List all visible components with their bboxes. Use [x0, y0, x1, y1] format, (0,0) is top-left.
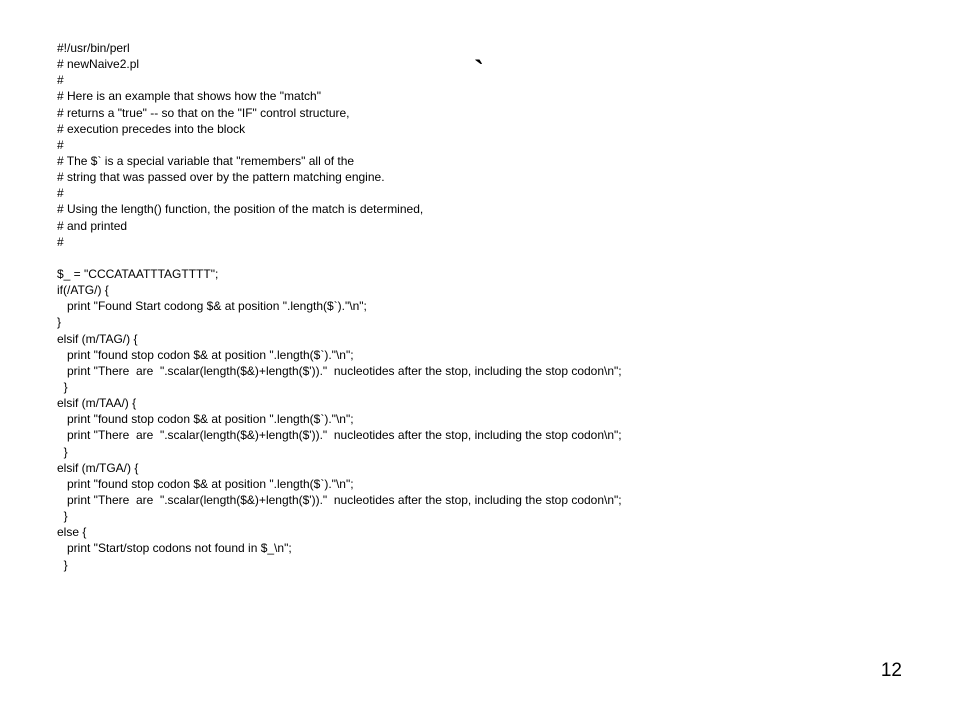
page-number: 12 — [880, 660, 902, 681]
code-line: # execution precedes into the block — [57, 121, 246, 136]
perl-code-block — [57, 40, 897, 573]
code-line: # and printed — [57, 218, 128, 233]
code-line: } — [57, 379, 68, 394]
code-line: elsif (m/TAA/) { — [57, 396, 137, 411]
code-line — [57, 250, 897, 266]
code-line: print "There are ".scalar(length($&)+length($'))." nucleotides after the stop, including the stop codon\n"; — [57, 492, 622, 507]
code-line: # The $` is a special variable that "remembers" all of the — [57, 153, 355, 168]
code-line: print "found stop codon $& at position ".length($`)."\n"; — [57, 476, 354, 491]
code-line: # — [57, 137, 64, 152]
code-line: # — [57, 234, 64, 249]
slide-title-mark: ` — [474, 54, 484, 87]
code-line: # — [57, 186, 64, 201]
code-line: print "found stop codon $& at position ".length($`)."\n"; — [57, 412, 354, 427]
code-line: # — [57, 73, 64, 88]
code-line: elsif (m/TAG/) { — [57, 331, 138, 346]
code-line: # string that was passed over by the pattern matching engine. — [57, 170, 385, 185]
code-line: } — [57, 444, 68, 459]
code-line: print "Start/stop codons not found in $_\n"; — [57, 541, 292, 556]
code-line: # Using the length() function, the position of the match is determined, — [57, 202, 424, 217]
code-line: # returns a "true" -- so that on the "IF" control structure, — [57, 105, 350, 120]
code-line: $_ = "CCCATAATTTAGTTTT"; — [57, 266, 219, 281]
code-line: print "found stop codon $& at position ".length($`)."\n"; — [57, 347, 354, 362]
code-line: # newNaive2.pl — [57, 57, 140, 72]
code-line: if(/ATG/) { — [57, 283, 109, 298]
code-line: print "There are ".scalar(length($&)+length($'))." nucleotides after the stop, including the stop codon\n"; — [57, 428, 622, 443]
code-line: elsif (m/TGA/) { — [57, 460, 139, 475]
code-line: #!/usr/bin/perl — [57, 41, 130, 55]
code-line: # Here is an example that shows how the "match" — [57, 89, 321, 104]
code-line: } — [57, 509, 68, 524]
code-line: } — [57, 315, 62, 330]
code-line: } — [57, 557, 68, 572]
code-line: print "Found Start codong $& at position ".length($`)."\n"; — [57, 299, 367, 314]
code-line: else { — [57, 525, 87, 540]
code-line: print "There are ".scalar(length($&)+length($'))." nucleotides after the stop, including the stop codon\n"; — [57, 363, 622, 378]
